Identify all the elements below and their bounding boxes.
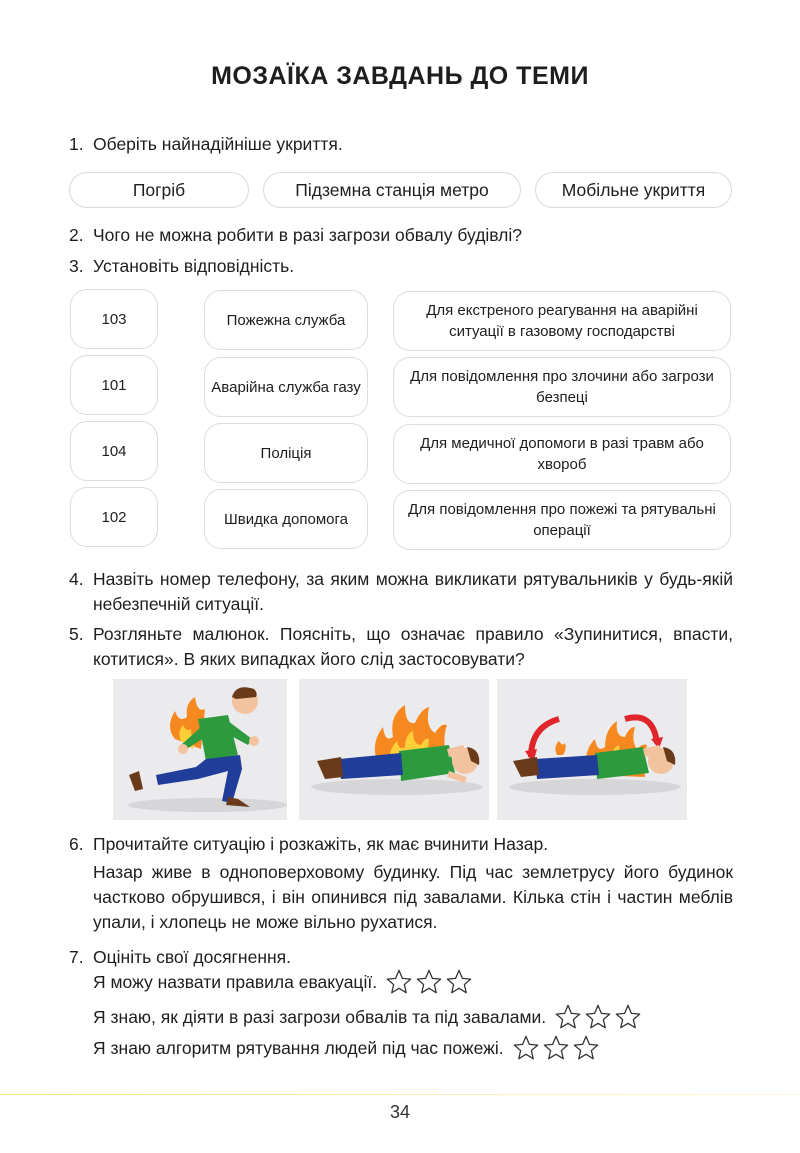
illustration-stop bbox=[113, 679, 287, 820]
star-icon[interactable] bbox=[584, 1003, 612, 1031]
self-assessment-item bbox=[93, 968, 473, 996]
star-icon[interactable] bbox=[445, 968, 473, 996]
option-label: Погріб bbox=[132, 179, 186, 200]
phone-number: 104 bbox=[101, 442, 127, 460]
question-number: 1. bbox=[69, 134, 84, 154]
question-text: Установіть відповідність. bbox=[93, 256, 295, 276]
self-assessment-item bbox=[93, 1003, 642, 1031]
running-on-fire-illustration bbox=[113, 679, 287, 820]
question-7 bbox=[69, 945, 733, 970]
star-icon[interactable] bbox=[554, 1003, 582, 1031]
service-box[interactable] bbox=[204, 489, 368, 549]
description-text: Для повідомлення про пожежі та рятувальні операції bbox=[408, 501, 716, 539]
self-assessment-text: Я знаю алгоритм рятування людей під час пожежі. bbox=[93, 1037, 504, 1058]
option-pogrib[interactable] bbox=[69, 172, 249, 208]
illustration-drop bbox=[299, 679, 489, 820]
star-rating[interactable] bbox=[385, 968, 473, 996]
service-box[interactable] bbox=[204, 357, 368, 417]
question-4 bbox=[69, 567, 733, 617]
question-3 bbox=[69, 254, 733, 279]
service-name: Швидка допомога bbox=[224, 510, 348, 528]
star-rating[interactable] bbox=[512, 1034, 600, 1062]
question-text: Чого не можна робити в разі загрози обвалу будівлі? bbox=[93, 225, 523, 245]
question-number: 6. bbox=[69, 834, 84, 854]
service-name: Аварійна служба газу bbox=[211, 378, 361, 396]
option-metro[interactable] bbox=[263, 172, 521, 208]
star-icon[interactable] bbox=[542, 1034, 570, 1062]
phone-number-box[interactable] bbox=[70, 487, 158, 547]
question-number: 2. bbox=[69, 225, 84, 245]
service-name: Поліція bbox=[260, 444, 312, 462]
service-box[interactable] bbox=[204, 290, 368, 350]
question-1 bbox=[69, 132, 733, 157]
self-assessment-item bbox=[93, 1034, 600, 1062]
phone-number: 101 bbox=[101, 376, 127, 394]
question-number: 4. bbox=[69, 569, 84, 589]
self-assessment-text: Я знаю, як діяти в разі загрози обвалів та під завалами. bbox=[93, 1006, 547, 1027]
self-assessment-text: Я можу назвати правила евакуації. bbox=[93, 971, 378, 992]
description-box[interactable] bbox=[393, 424, 731, 484]
page-number: 34 bbox=[389, 1102, 411, 1122]
service-box[interactable] bbox=[204, 423, 368, 483]
phone-number-box[interactable] bbox=[70, 421, 158, 481]
question-text: Оберіть найнадійніше укриття. bbox=[93, 134, 343, 154]
question-number: 7. bbox=[69, 947, 84, 967]
description-text: Для медичної допомоги в разі травм або хвороб bbox=[420, 435, 704, 473]
page-title: МОЗАЇКА ЗАВДАНЬ ДО ТЕМИ bbox=[211, 62, 589, 90]
question-text: Назвіть номер телефону, за яким можна викликати рятувальників у будь-якій небезпечній ситуації. bbox=[93, 569, 733, 614]
star-rating[interactable] bbox=[554, 1003, 642, 1031]
question-number: 3. bbox=[69, 256, 84, 276]
description-text: Для повідомлення про злочини або загрози безпеці bbox=[410, 368, 714, 406]
service-name: Пожежна служба bbox=[226, 311, 346, 329]
phone-number: 102 bbox=[101, 508, 127, 526]
star-icon[interactable] bbox=[512, 1034, 540, 1062]
description-text: Для екстреного реагування на аварійні ситуації в газовому господарстві bbox=[426, 302, 698, 340]
description-box[interactable] bbox=[393, 357, 731, 417]
lying-on-fire-illustration bbox=[299, 679, 489, 820]
option-mobile-shelter[interactable] bbox=[535, 172, 732, 208]
rolling-illustration bbox=[497, 679, 687, 820]
illustration-roll bbox=[497, 679, 687, 820]
question-5 bbox=[69, 622, 733, 672]
star-icon[interactable] bbox=[385, 968, 413, 996]
star-icon[interactable] bbox=[415, 968, 443, 996]
question-text: Оцініть свої досягнення. bbox=[93, 947, 291, 967]
phone-number-box[interactable] bbox=[70, 289, 158, 349]
situation-story: Назар живе в одноповерховому будинку. Під час землетрусу його будинок частково обрушився, і він опинився під завалами. Кілька стін і частин меблів упали, і хлопець не може вільно рухатися. bbox=[93, 862, 733, 932]
question-text: Розгляньте малюнок. Поясніть, що означає правило «Зупинитися, впасти, котитися». В яких випадках його слід застосовувати? bbox=[93, 624, 733, 669]
option-label: Підземна станція метро bbox=[295, 179, 489, 200]
phone-number: 103 bbox=[101, 310, 127, 328]
description-box[interactable] bbox=[393, 490, 731, 550]
phone-number-box[interactable] bbox=[70, 355, 158, 415]
question-2 bbox=[69, 223, 733, 248]
description-box[interactable] bbox=[393, 291, 731, 351]
footer-divider bbox=[0, 1094, 800, 1095]
option-label: Мобільне укриття bbox=[561, 179, 706, 200]
star-icon[interactable] bbox=[572, 1034, 600, 1062]
question-6 bbox=[69, 832, 733, 857]
question-text: Прочитайте ситуацію і розкажіть, як має вчинити Назар. bbox=[93, 834, 549, 854]
question-number: 5. bbox=[69, 624, 84, 644]
star-icon[interactable] bbox=[614, 1003, 642, 1031]
